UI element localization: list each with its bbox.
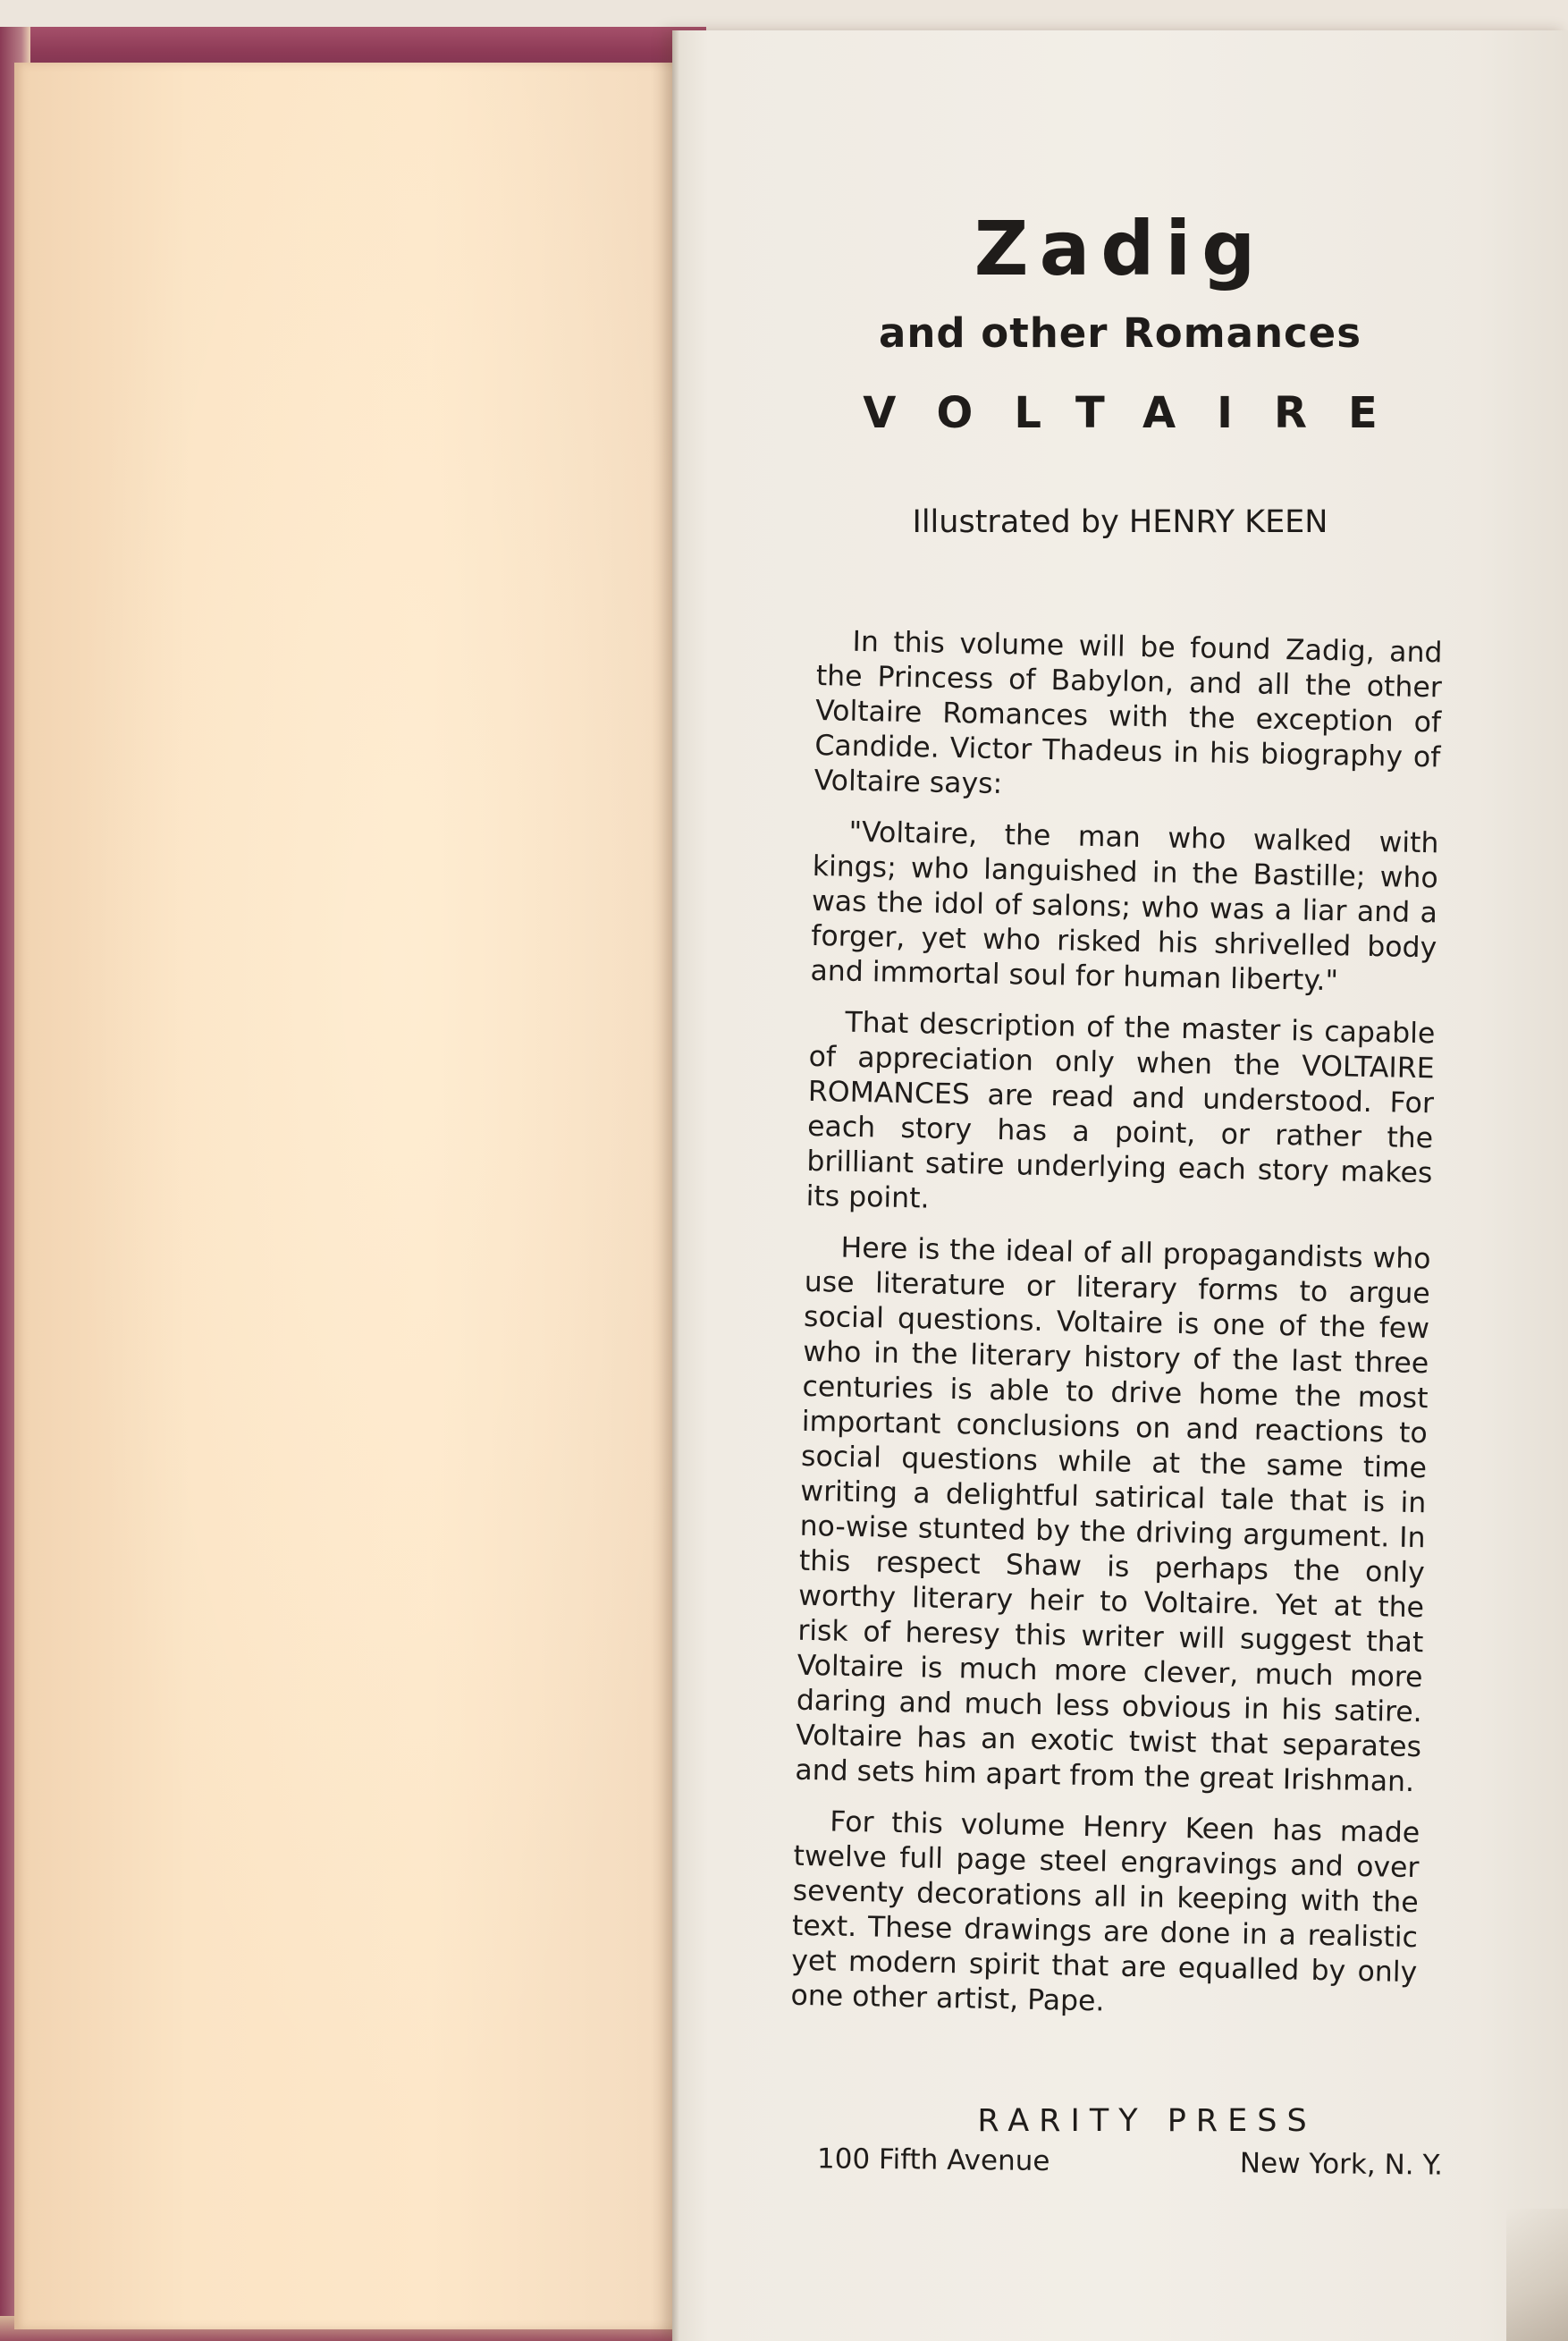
worn-corner [1506,2209,1568,2341]
blurb-text [790,624,1443,2041]
book-subtitle: and other Romances [879,309,1361,357]
author-name: VOLTAIRE [863,388,1419,438]
city-state: New York, N. Y. [1239,2147,1444,2182]
street-address: 100 Fifth Avenue [816,2142,1050,2178]
publisher-name: RARITY PRESS [977,2103,1317,2139]
blurb-paragraph: That description of the master is capable of appreciation only when the VOLTAIRE ROMANCES are read and understood. For each story has a point, or rather the brilliant satire underlying each story makes its point. [805,1006,1436,1215]
publisher-address [817,2142,1443,2181]
flap-fold-shadow [672,30,679,2341]
illustrator-credit: Illustrated by HENRY KEEN [912,504,1328,540]
blurb-paragraph: Here is the ideal of all propagandists who use literature or literary forms to argue social questions. Voltaire is one of the few who in the literary history of the last three centuries is able to drive home the most important conclusions on and reactions to social questions while at the same time writing a delightful satirical tale that is in no-wise stunted by the driving argument. In this respect Shaw is perhaps the only worthy literary heir to Voltaire. Yet at the risk of heresy this writer will suggest that Voltaire is much more clever, much more daring and much less obvious in his satire. Voltaire has an exotic twist that separates and sets him apart from the great Irishman. [795,1231,1431,1799]
blurb-paragraph: In this volume will be found Zadig, and the Princess of Babylon, and all the other Voltaire Romances with the exception of Candide. Victor Thadeus in his biography of Voltaire says: [814,625,1443,801]
book-title: Zadig [974,205,1267,292]
blurb-paragraph: "Voltaire, the man who walked with kings; who languished in the Bastille; who was the idol of salons; who was a liar and a forger, yet who risked his shrivelled body and immortal soul for human liberty." [810,816,1439,998]
blurb-paragraph: For this volume Henry Keen has made twelve full page steel engravings and over seventy decorations all in keeping with the text. These drawings are done in a realistic yet modern spirit that are equalled by only one other artist, Pape. [790,1805,1420,2018]
endpaper [14,63,707,2329]
dust-jacket-flap [672,30,1568,2341]
